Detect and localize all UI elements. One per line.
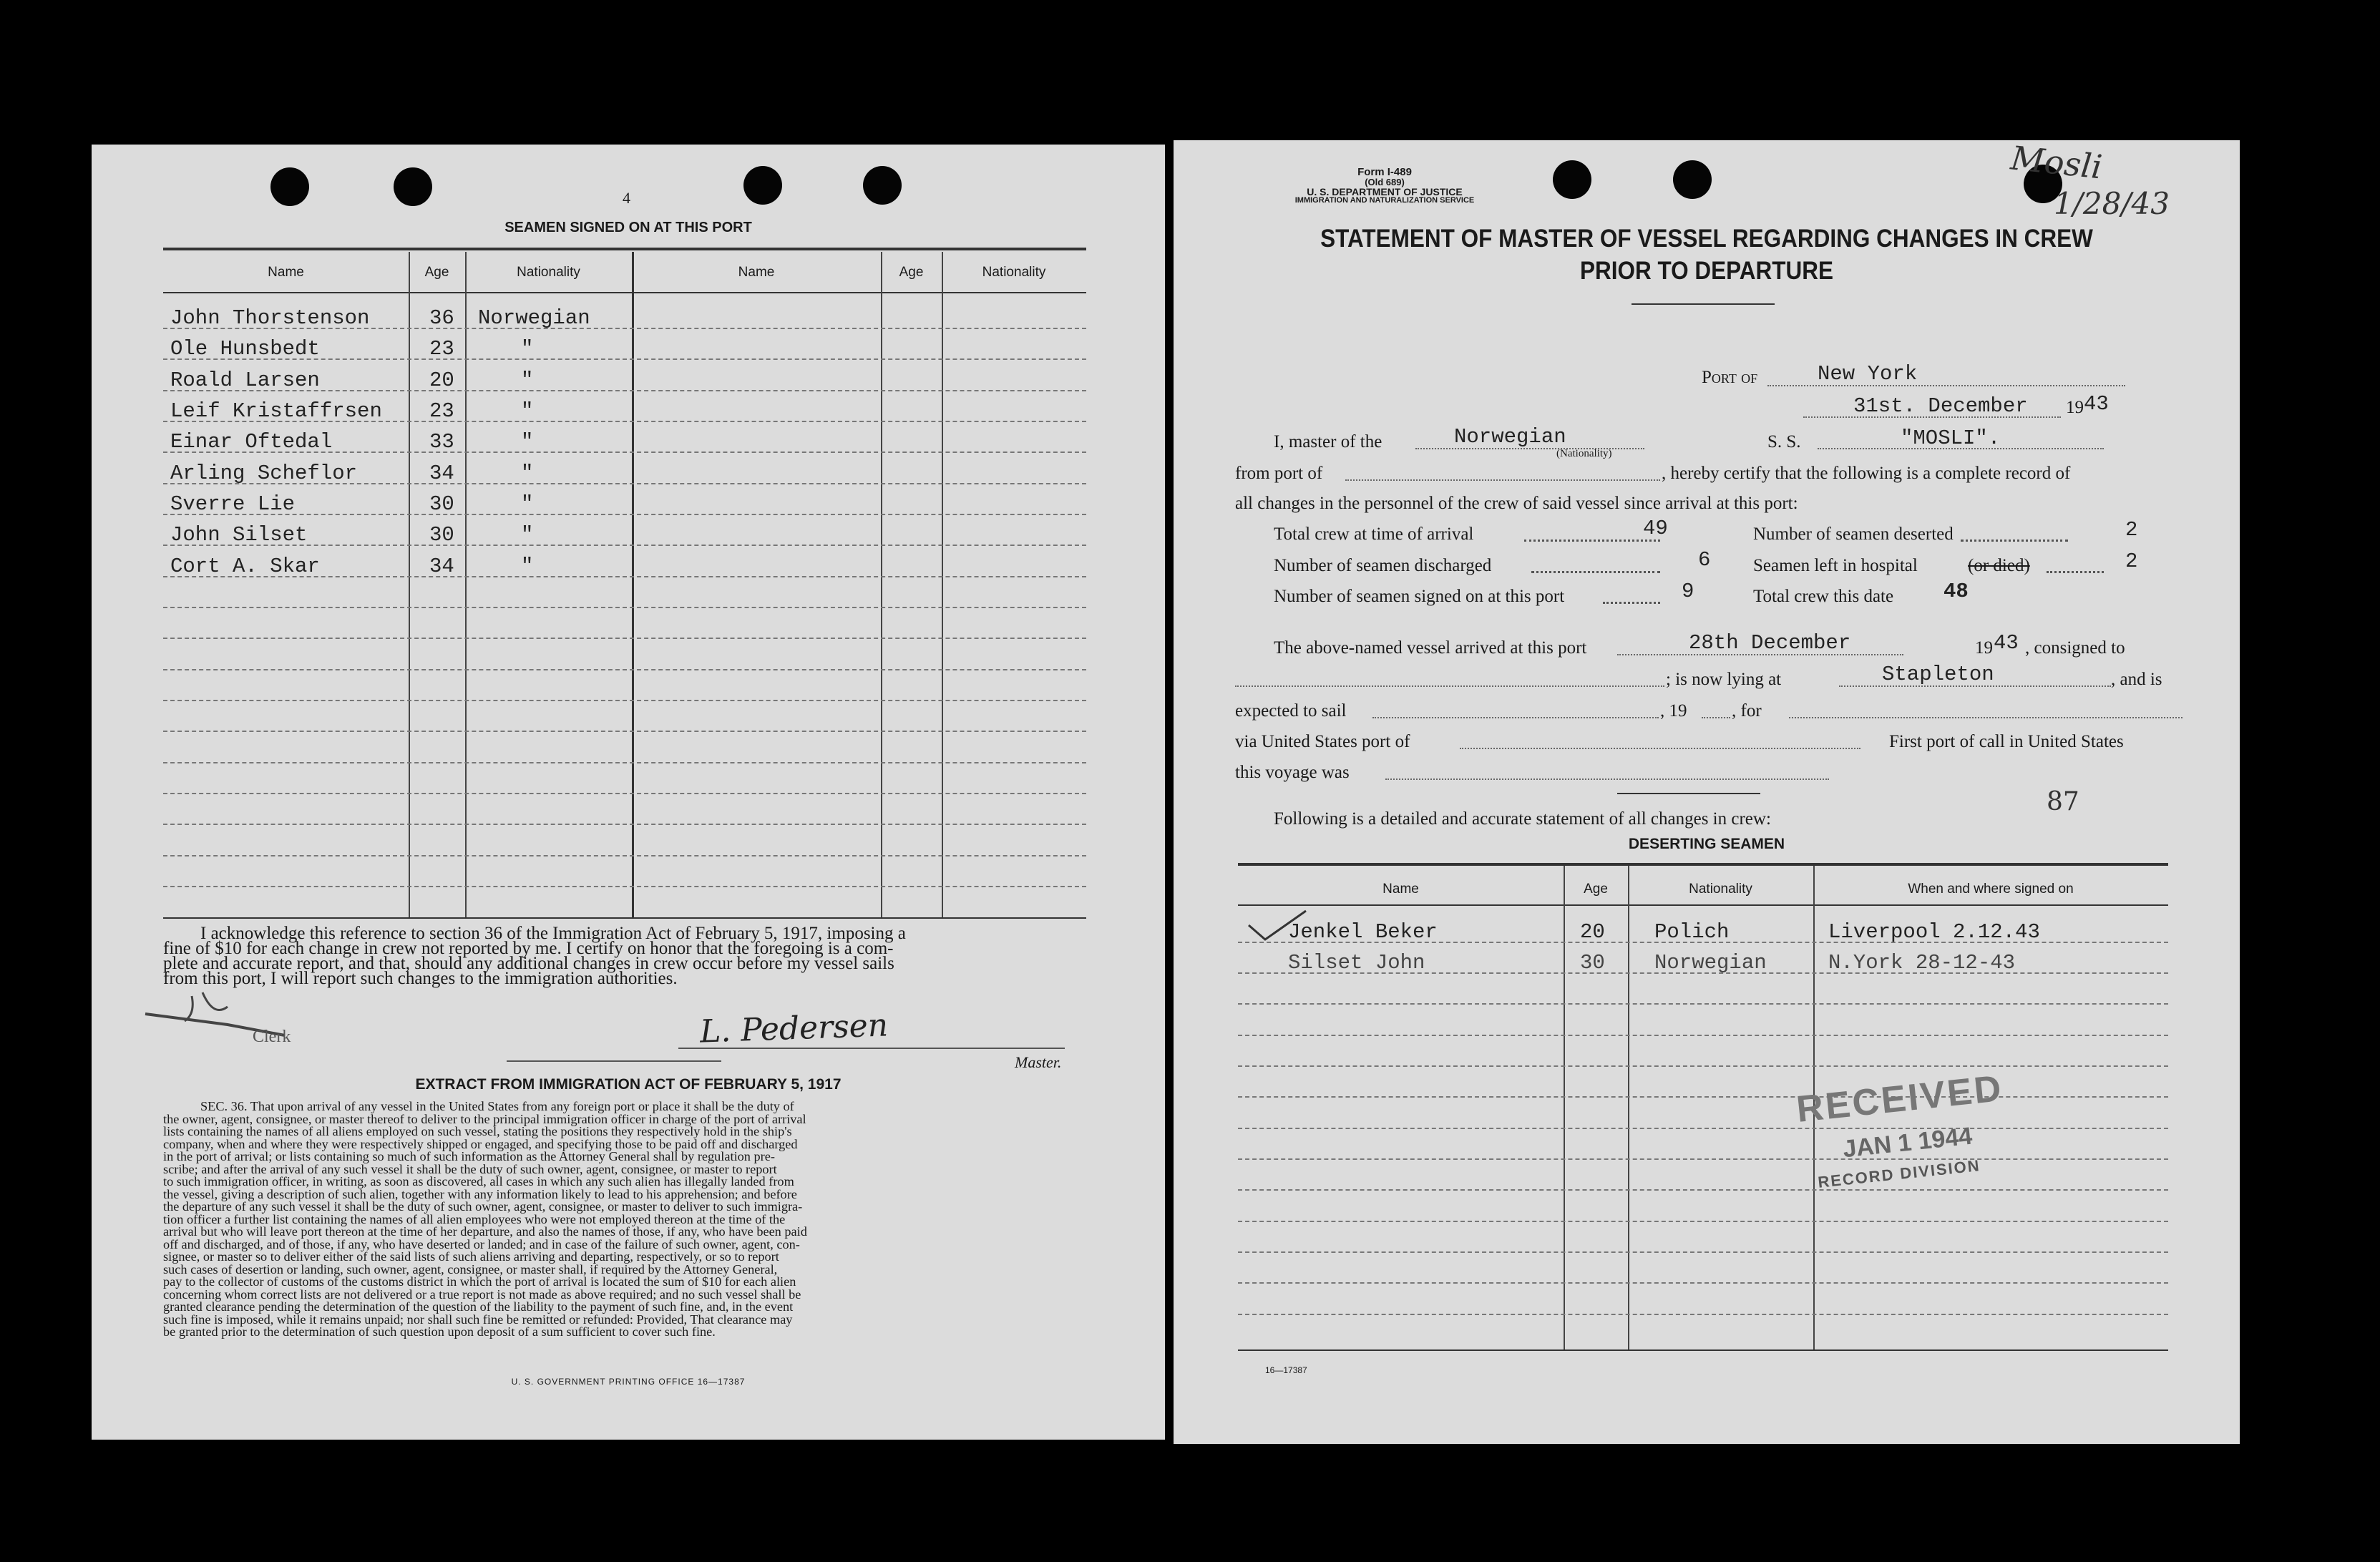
extract-line: to such immigration officer, in writing, as soon as discovered, all cases in which any such alien has illegally landed from: [163, 1174, 794, 1188]
extract-line: lists containing the names of all aliens employed on such vessel, stating the positions they respectively hold in the ship's: [163, 1124, 792, 1138]
expected-year-line: [1702, 717, 1730, 718]
extract-line: granted clearance pending the determination of the question of the liability to the payment of such fine, and, in the event: [163, 1299, 794, 1314]
ack-line: I acknowledge this reference to section 36 of the Immigration Act of February 5, 1917, imposing a: [200, 924, 906, 943]
seaman-nationality: ": [521, 462, 534, 485]
seaman-name: Cort A. Skar: [170, 555, 320, 578]
following-text: Following is a detailed and accurate statement of all changes in crew:: [1274, 809, 1771, 829]
punch-hole: [1553, 160, 1591, 199]
row-line: [163, 638, 1086, 639]
row-line: [1238, 1251, 2168, 1253]
deserter-nationality: Norwegian: [1654, 951, 1767, 975]
signed-on-label: Number of seamen signed on at this port: [1274, 587, 1565, 606]
seaman-age: 34: [429, 462, 454, 485]
handwritten-date-note: 1/28/43: [2054, 186, 2170, 221]
total-today-label: Total crew this date: [1753, 587, 1894, 606]
consignee-line: [1235, 685, 1664, 687]
handwritten-number: 87: [2047, 787, 2079, 816]
row-line: [1238, 1158, 2168, 1160]
nationality-caption: (Nationality): [1556, 448, 1612, 459]
seaman-age: 33: [429, 430, 454, 454]
seaman-age: 23: [429, 337, 454, 361]
table-bottom-rule: [1238, 1349, 2168, 1351]
hospital-struck-text: (or died): [1968, 556, 2030, 575]
row-line: [1238, 1221, 2168, 1222]
row-line: [163, 762, 1086, 763]
leader-dots: [1603, 602, 1660, 604]
master-of-label: I, master of the: [1274, 432, 1382, 451]
signed-on-value: 9: [1682, 580, 1694, 603]
port-value: New York: [1818, 362, 1918, 386]
seaman-age: 36: [429, 306, 454, 330]
seaman-name: Sverre Lie: [170, 492, 296, 516]
row-line: [1238, 1282, 2168, 1284]
form-number: 16—17387: [1265, 1365, 1307, 1375]
row-line: [163, 514, 1086, 515]
form-id: Form I-489: [1357, 166, 1412, 178]
col-divider: [465, 252, 467, 917]
arrived-year-suffix: 43: [1994, 631, 2019, 655]
printing-office: U. S. GOVERNMENT PRINTING OFFICE 16—17387: [511, 1377, 746, 1387]
deserted-value: 2: [2125, 518, 2138, 542]
ship-name: "MOSLI".: [1901, 426, 2001, 450]
extract-line: concerning whom correct lists are not delivered or a true report is not made as above required; and no such vessel shall be: [163, 1287, 801, 1302]
row-line: [1238, 1035, 2168, 1036]
extract-line: scribe; and after the arrival of any such vessel it shall be the duty of such owner, agent, consignee, or master to report: [163, 1161, 777, 1176]
deserter-name: Jenkel Beker: [1288, 920, 1438, 944]
this-voyage-label: this voyage was: [1235, 763, 1350, 782]
col-divider: [881, 252, 882, 917]
voyage-line: [1385, 778, 1829, 780]
col-divider: [1628, 866, 1629, 1349]
seaman-nationality: ": [521, 523, 534, 547]
header-nationality: Nationality: [1689, 882, 1752, 897]
header-name: Name: [268, 265, 304, 280]
received-date: JAN 1 1944: [1841, 1122, 1974, 1163]
table-top-rule: [1238, 863, 2168, 866]
seaman-age: 20: [429, 368, 454, 392]
table-header-rule: [163, 292, 1086, 293]
nationality-value: Norwegian: [1454, 425, 1566, 449]
year-suffix: 43: [2084, 392, 2109, 416]
and-is-label: , and is: [2111, 670, 2162, 689]
section-divider: [507, 1060, 721, 1062]
lying-value: Stapleton: [1882, 663, 1994, 686]
row-line: [1238, 1314, 2168, 1315]
extract-line: arrival but who will leave port thereon at the time of her departure, and also the names of those, if any, who have been paid: [163, 1224, 807, 1239]
header-signed-on: When and where signed on: [1908, 882, 2074, 897]
ack-line: from this port, I will report such changes to the immigration authorities.: [163, 969, 678, 988]
master-signature: L. Pedersen: [699, 1007, 889, 1050]
clerk-label: Clerk: [253, 1027, 291, 1046]
title-rule: [1632, 303, 1775, 305]
extract-line: such cases of desertion or landing, such owner, agent, consignee, or master shall, if required by the Attorney General,: [163, 1261, 778, 1277]
seaman-nationality: Norwegian: [478, 306, 590, 330]
punch-hole: [863, 166, 902, 205]
punch-hole: [743, 166, 782, 205]
deserter-name: Silset John: [1288, 951, 1425, 975]
from-port-line: [1345, 479, 1660, 481]
header-name-2: Name: [738, 265, 775, 280]
certify-text: , hereby certify that the following is a complete record of: [1662, 464, 2071, 483]
row-line: [1238, 1128, 2168, 1129]
extract-line: off and discharged, and of those, if any, who have deserted or landed; and in case of the failure of such owner, agent, con-: [163, 1236, 800, 1251]
form-old: (Old 689): [1365, 177, 1405, 187]
record-division-stamp: RECORD DIVISION: [1817, 1156, 1981, 1191]
clerk-initials-scribble: [142, 975, 328, 1039]
total-crew-arrival-label: Total crew at time of arrival: [1274, 524, 1474, 544]
seaman-name: Roald Larsen: [170, 368, 320, 392]
first-port-label: First port of call in United States: [1889, 732, 2124, 751]
lying-label: ; is now lying at: [1666, 670, 1782, 689]
header-name: Name: [1382, 882, 1419, 897]
extract-line: tion officer a further list containing the names of all alien employees who were not employed thereon at the time of the: [163, 1211, 786, 1226]
col-divider: [409, 252, 410, 917]
row-line: [163, 669, 1086, 670]
extract-line: the vessel, giving a description of such alien, together with any information likely to lead to his apprehension; and before: [163, 1186, 797, 1201]
seaman-name: John Thorstenson: [170, 306, 370, 330]
row-line: [163, 700, 1086, 701]
discharged-label: Number of seamen discharged: [1274, 556, 1492, 575]
extract-line: the owner, agent, consignee, or master thereof to deliver to the principal immigration officer in charge of the port of arrival: [163, 1111, 806, 1126]
punch-hole: [270, 167, 309, 206]
date-line: [1803, 416, 2061, 418]
seaman-nationality: ": [521, 430, 534, 454]
signature-line: [678, 1048, 1065, 1049]
arrived-year-prefix: 19: [1975, 638, 1993, 658]
expected-year: , 19: [1660, 701, 1687, 721]
arrived-line: [1617, 654, 1903, 655]
port-label: Port of: [1702, 368, 1758, 387]
port-line: [1767, 385, 2125, 386]
row-line: [163, 824, 1086, 825]
seaman-nationality: ": [521, 368, 534, 392]
ack-line: fine of $10 for each change in crew not reported by me. I certify on honor that the foregoing is a com-: [163, 939, 894, 958]
table-top-rule: [163, 248, 1086, 250]
seamen-signed-on-title: SEAMEN SIGNED ON AT THIS PORT: [504, 220, 752, 235]
seaman-name: Einar Oftedal: [170, 430, 333, 454]
header-age-2: Age: [899, 265, 924, 280]
master-label: Master.: [1015, 1053, 1062, 1071]
seaman-nationality: ": [521, 337, 534, 361]
ship-line: [1818, 448, 2104, 449]
section-rule: [1617, 793, 1760, 794]
page-number: 4: [623, 189, 630, 207]
seaman-name: Ole Hunsbedt: [170, 337, 320, 361]
seaman-name: Arling Scheflor: [170, 462, 358, 485]
seaman-nationality: ": [521, 492, 534, 516]
header-nationality-2: Nationality: [982, 265, 1046, 280]
date-value: 31st. December: [1853, 394, 2028, 418]
leader-dots: [1961, 540, 2068, 542]
header-nationality: Nationality: [517, 265, 580, 280]
arrived-date: 28th December: [1689, 631, 1851, 655]
row-line: [1238, 1096, 2168, 1098]
table-header-rule: [1238, 904, 2168, 906]
deserter-nationality: Polich: [1654, 920, 1730, 944]
col-divider: [942, 252, 943, 917]
extract-line: SEC. 36. That upon arrival of any vessel in the United States from any foreign port or place it shall be the duty of: [200, 1099, 794, 1113]
seaman-nationality: ": [521, 399, 534, 423]
form-title-line1: STATEMENT OF MASTER OF VESSEL REGARDING CHANGES IN CREW: [1320, 225, 2093, 253]
row-line: [163, 731, 1086, 732]
seaman-age: 30: [429, 523, 454, 547]
extract-line: such fine is imposed, while it remains unpaid; nor shall such fine be remitted or refunded: Provided, That clearance may: [163, 1312, 793, 1327]
right-page: [1174, 140, 2240, 1444]
row-line: [1238, 1065, 2168, 1067]
extract-line: in the port of arrival; or lists containing so much of such information as the Attorney General shall by regulation pre-: [163, 1149, 775, 1163]
received-stamp: RECEIVED: [1794, 1068, 2006, 1131]
seaman-name: Leif Kristaffrsen: [170, 399, 382, 423]
consigned-label: , consigned to: [2025, 638, 2125, 658]
handwritten-ship-note: Mosli: [2009, 138, 2105, 187]
ack-line: plete and accurate report, and that, should any additional changes in crew occur before my vessel sails: [163, 954, 894, 973]
deserter-signed-on: N.York 28-12-43: [1828, 951, 2016, 975]
leader-dots: [2047, 571, 2104, 573]
seaman-age: 23: [429, 399, 454, 423]
header-age: Age: [424, 265, 449, 280]
row-line: [1238, 1189, 2168, 1191]
header-age: Age: [1584, 882, 1608, 897]
arrived-label: The above-named vessel arrived at this port: [1274, 638, 1587, 658]
row-line: [163, 855, 1086, 856]
deserter-signed-on: Liverpool 2.12.43: [1828, 920, 2040, 944]
extract-title: EXTRACT FROM IMMIGRATION ACT OF FEBRUARY 5, 1917: [415, 1076, 842, 1093]
total-crew-arrival-value: 49: [1643, 517, 1668, 540]
via-label: via United States port of: [1235, 732, 1410, 751]
hospital-value: 2: [2125, 550, 2138, 573]
deserted-label: Number of seamen deserted: [1753, 524, 1954, 544]
all-changes-text: all changes in the personnel of the crew of said vessel since arrival at this port:: [1235, 494, 1798, 513]
seaman-nationality: ": [521, 555, 534, 578]
col-divider: [632, 252, 634, 917]
deserting-seamen-title: DESERTING SEAMEN: [1628, 836, 1785, 852]
department: U. S. DEPARTMENT OF JUSTICE: [1307, 186, 1463, 197]
total-today-value: 48: [1943, 580, 1969, 603]
seaman-age: 34: [429, 555, 454, 578]
table-bottom-rule: [163, 917, 1086, 919]
form-title-line2: PRIOR TO DEPARTURE: [1579, 257, 1834, 285]
row-line: [163, 886, 1086, 887]
col-divider: [1564, 866, 1565, 1349]
hospital-label: Seamen left in hospital: [1753, 556, 1918, 575]
for-label: , for: [1732, 701, 1762, 721]
expected-line: [1372, 717, 1659, 718]
leader-dots: [1524, 540, 1660, 542]
extract-line: pay to the collector of customs of the customs district in which the port of arrival is located the sum of $10 for each alien: [163, 1274, 796, 1289]
deserter-age: 30: [1580, 951, 1605, 975]
extract-body: [163, 1100, 1086, 1339]
seaman-name: John Silset: [170, 523, 308, 547]
punch-hole: [394, 167, 432, 206]
seaman-age: 30: [429, 492, 454, 516]
left-page: [92, 145, 1165, 1440]
ss-label: S. S.: [1767, 432, 1801, 451]
service: IMMIGRATION AND NATURALIZATION SERVICE: [1294, 196, 1475, 205]
extract-line: the departure of any such vessel it shall be the duty of such owner, agent, consignee, or master to deliver to such immigra-: [163, 1199, 803, 1214]
leader-dots: [1531, 571, 1660, 573]
year-prefix: 19: [2066, 398, 2084, 417]
extract-line: company, when and where they were respectively shipped or engaged, and specifying those to be paid off and discharged: [163, 1136, 798, 1151]
from-port-label: from port of: [1235, 464, 1323, 483]
for-line: [1789, 717, 2183, 718]
expected-label: expected to sail: [1235, 701, 1347, 721]
via-line: [1460, 748, 1860, 749]
row-line: [163, 793, 1086, 794]
punch-hole: [1673, 160, 1712, 199]
row-line: [1238, 1003, 2168, 1005]
extract-line: signee, or master so to deliver either of the said lists of such aliens arriving and departing, respectively, or so to report: [163, 1249, 779, 1264]
row-line: [163, 607, 1086, 608]
extract-line: be granted prior to the determination of such question upon deposit of a sum sufficient to cover such fine.: [163, 1324, 716, 1339]
deserter-age: 20: [1580, 920, 1605, 944]
discharged-value: 6: [1698, 548, 1711, 572]
lying-line: [1839, 685, 2111, 687]
